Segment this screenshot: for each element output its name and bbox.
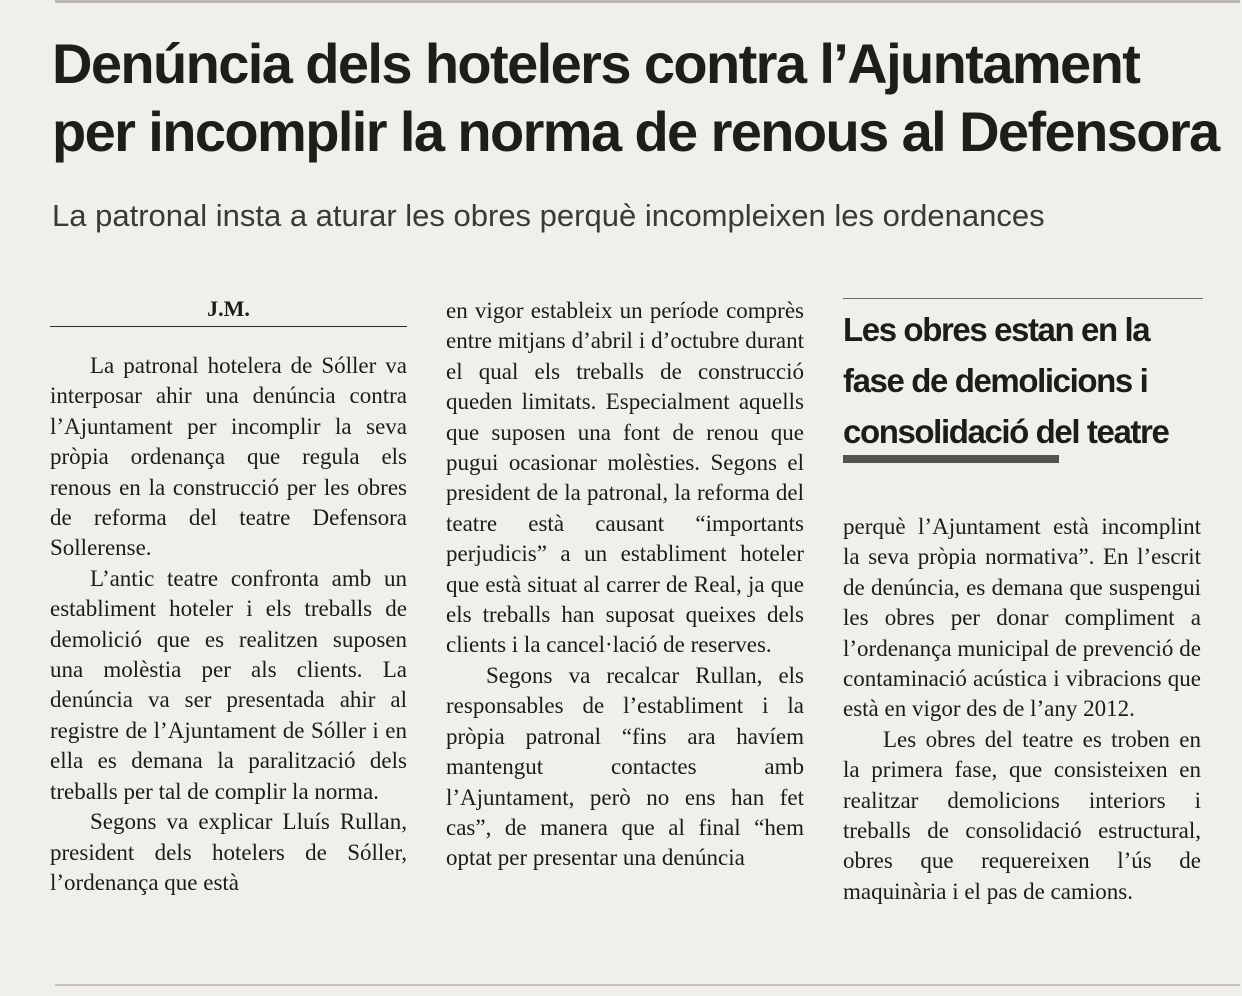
sidebar-title-line-2: fase de demolicions i [843,362,1148,399]
column-1 [50,294,407,898]
top-divider [55,0,1240,3]
headline-line-2: per incomplir la norma de renous al Defensora [52,100,1219,163]
headline [52,30,1222,166]
paragraph: La patronal hotelera de Sóller va interposar ahir una denúncia contra l’Ajuntament per incomplir la seva pròpia ordenança que regula els renous en la construcció per les obres de reforma del teatre Defensora Sollerense. [50,353,407,561]
paragraph: L’antic teatre confronta amb un establiment hoteler i els treballs de demolició que es realitzen suposen una molèstia per als clients. La denúncia va ser presentada ahir al registre de l’Ajuntament de Sóller i en ella es demana la paralització dels treballs per tal de complir la norma. [50,565,407,804]
subheadline: La patronal insta a aturar les obres perquè incompleixen les ordenances [52,198,1045,233]
paragraph: perquè l’Ajuntament està incomplint la seva pròpia normativa”. En l’escrit de denúncia, es demana que suspengui les obres per donar compliment a l’ordenança municipal de prevenció de contaminació acústica i vibracions que està en vigor des de l’any 2012. [843,514,1201,722]
byline: J.M. [50,294,407,327]
paragraph: Les obres del teatre es troben en la primera fase, que consisteixen en realitzar demolicions interiors i treballs de consolidació estructural, obres que requereixen l’ús de maquinària i el pas de camions. [843,726,1201,904]
paragraph: Segons va explicar Lluís Rullan, president dels hotelers de Sóller, l’ordenança que està [50,809,407,895]
sidebar-title-line-3: consolidació del teatre [843,413,1169,450]
bottom-divider [55,984,1240,986]
headline-line-1: Denúncia dels hotelers contra l’Ajuntament [52,32,1140,95]
paragraph: Segons va recalcar Rullan, els responsables de l’establiment i la pròpia patronal “fins ara havíem mantengut contactes amb l’Ajuntament, però no ens han fet cas”, de manera que al final “hem optat per presentar una denúncia [446,662,804,871]
sidebar-accent-bar [843,455,1059,463]
sidebar-title [843,304,1213,457]
column-2 [446,296,804,874]
sidebar-top-rule [843,298,1203,299]
paragraph: en vigor estableix un període comprès entre mitjans d’abril i d’octubre durant el qual els treballs de construcció queden limitats. Especialment aquells que suposen una font de renou que pugui ocasionar molèsties. Segons el president de la patronal, la reforma del teatre està causant “importants perjudicis” a un establiment hoteler que està situat al carrer de Real, ja que els treballs han suposat queixes dels clients i la cancel·lació de reserves. [446,298,804,658]
column-3 [843,512,1201,907]
sidebar-title-line-1: Les obres estan en la [843,311,1150,348]
